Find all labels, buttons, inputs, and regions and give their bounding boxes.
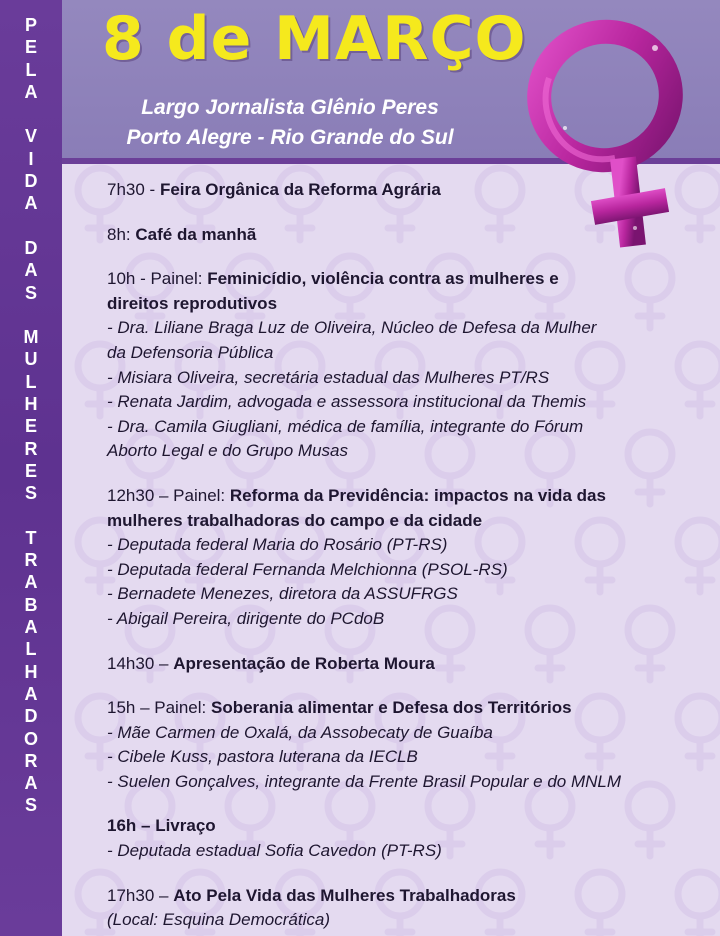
side-letter: D bbox=[24, 171, 38, 192]
side-letter: U bbox=[24, 349, 38, 370]
side-letter: B bbox=[24, 594, 38, 615]
program-time: 7h30 - bbox=[107, 180, 156, 199]
program-time: 15h – Painel: bbox=[107, 698, 207, 718]
side-letter: I bbox=[28, 148, 34, 169]
program-speaker-line: - Deputada federal Maria do Rosário (PT-RS) bbox=[107, 535, 448, 555]
side-letter: V bbox=[24, 126, 37, 147]
side-letter: O bbox=[23, 728, 38, 749]
side-letter: L bbox=[25, 639, 37, 660]
program-speaker-line: - Abigail Pereira, dirigente do PCdoB bbox=[107, 608, 385, 628]
side-word bbox=[0, 125, 62, 214]
program-title: Apresentação de Roberta Moura bbox=[173, 653, 435, 673]
program-schedule bbox=[107, 178, 707, 936]
location-city: Porto Alegre - Rio Grande do Sul bbox=[126, 126, 454, 149]
side-letter: E bbox=[24, 416, 37, 437]
side-letter: S bbox=[24, 282, 37, 303]
program-item bbox=[107, 178, 707, 203]
program-title: Reforma da Previdência: impactos na vida das bbox=[229, 485, 606, 505]
program-item bbox=[107, 652, 707, 677]
program-item-heading bbox=[107, 267, 707, 292]
side-letter: D bbox=[24, 706, 38, 727]
side-word bbox=[0, 326, 62, 504]
program-title-continued: mulheres trabalhadoras do campo e da cidade bbox=[107, 510, 483, 530]
side-letter: E bbox=[24, 37, 37, 58]
side-letter: S bbox=[24, 795, 37, 816]
side-letter: A bbox=[24, 81, 38, 102]
side-letter: L bbox=[25, 59, 37, 80]
side-letter: L bbox=[25, 371, 37, 392]
program-title: 16h – Livraço bbox=[107, 816, 216, 836]
program-speaker-line: - Misiara Oliveira, secretária estadual das Mulheres PT/RS bbox=[107, 367, 550, 387]
program-time: 10h - Painel: bbox=[107, 269, 203, 289]
page-title: 8 de MARÇO bbox=[102, 4, 527, 74]
side-letter: S bbox=[24, 483, 37, 504]
side-letter: A bbox=[24, 572, 38, 593]
program-title-continued: direitos reprodutivos bbox=[107, 293, 278, 313]
location-venue: Largo Jornalista Glênio Peres bbox=[141, 96, 439, 119]
program-speaker-line: Aborto Legal e do Grupo Musas bbox=[107, 441, 348, 461]
program-title: Feira Orgânica da Reforma Agrária bbox=[159, 180, 441, 199]
program-speaker-line: da Defensoria Pública bbox=[107, 342, 274, 362]
side-letter: H bbox=[24, 661, 38, 682]
side-letter: R bbox=[24, 550, 38, 571]
program-time: 8h: bbox=[107, 224, 131, 244]
program-title: Feminicídio, violência contra as mulheres e bbox=[207, 269, 559, 289]
side-letter: E bbox=[24, 460, 37, 481]
program-time: 12h30 – Painel: bbox=[107, 485, 226, 505]
program-item-heading bbox=[107, 178, 707, 203]
program-item-heading bbox=[107, 884, 707, 909]
program-speaker-line: - Bernadete Menezes, diretora da ASSUFRGS bbox=[107, 584, 458, 604]
program-item bbox=[107, 223, 707, 248]
side-word bbox=[0, 237, 62, 304]
side-slogan-strip bbox=[0, 0, 62, 936]
program-speaker-line: (Local: Esquina Democrática) bbox=[107, 910, 330, 930]
program-item bbox=[107, 484, 707, 632]
program-item bbox=[107, 267, 707, 464]
program-title: Café da manhã bbox=[135, 224, 257, 244]
program-time: 17h30 – bbox=[107, 885, 169, 905]
side-word bbox=[0, 14, 62, 103]
program-item-heading bbox=[107, 652, 707, 677]
side-letter: D bbox=[24, 237, 38, 258]
side-letter: P bbox=[24, 15, 37, 35]
side-letter: A bbox=[24, 617, 38, 638]
program-item bbox=[107, 696, 707, 794]
program-speaker-line: - Mãe Carmen de Oxalá, da Assobecaty de Guaíba bbox=[107, 722, 493, 742]
program-time: 14h30 – bbox=[107, 653, 169, 673]
side-letter: T bbox=[25, 527, 37, 548]
side-word bbox=[0, 527, 62, 817]
side-letter: R bbox=[24, 750, 38, 771]
program-item bbox=[107, 884, 707, 933]
program-speaker-line: - Dra. Camila Giugliani, médica de família, integrante do Fórum bbox=[107, 416, 584, 436]
program-item-heading bbox=[107, 484, 707, 509]
program-speaker-line: - Deputada federal Fernanda Melchionna (PSOL-RS) bbox=[107, 559, 508, 579]
program-speaker-line: - Suelen Gonçalves, integrante da Frente Brasil Popular e do MNLM bbox=[107, 771, 622, 791]
program-speaker-line: - Dra. Liliane Braga Luz de Oliveira, Núcleo de Defesa da Mulher bbox=[107, 318, 597, 338]
program-item-heading bbox=[107, 696, 707, 721]
side-letter: R bbox=[24, 438, 38, 459]
side-letter: A bbox=[24, 773, 38, 794]
side-letter: A bbox=[24, 260, 38, 281]
program-speaker-line: - Renata Jardim, advogada e assessora institucional da Themis bbox=[107, 392, 587, 412]
program-item-heading bbox=[107, 814, 707, 839]
side-letter: M bbox=[23, 327, 39, 348]
side-letter: H bbox=[24, 394, 38, 415]
program-speaker-line: - Cibele Kuss, pastora luterana da IECLB bbox=[107, 747, 418, 767]
program-title: Soberania alimentar e Defesa dos Territórios bbox=[210, 698, 572, 718]
program-item-heading bbox=[107, 223, 707, 248]
side-letter: A bbox=[24, 683, 38, 704]
program-item bbox=[107, 814, 707, 863]
program-speaker-line: - Deputada estadual Sofia Cavedon (PT-RS) bbox=[107, 841, 442, 861]
program-title: Ato Pela Vida das Mulheres Trabalhadoras bbox=[173, 885, 516, 905]
side-letter: A bbox=[24, 193, 38, 214]
